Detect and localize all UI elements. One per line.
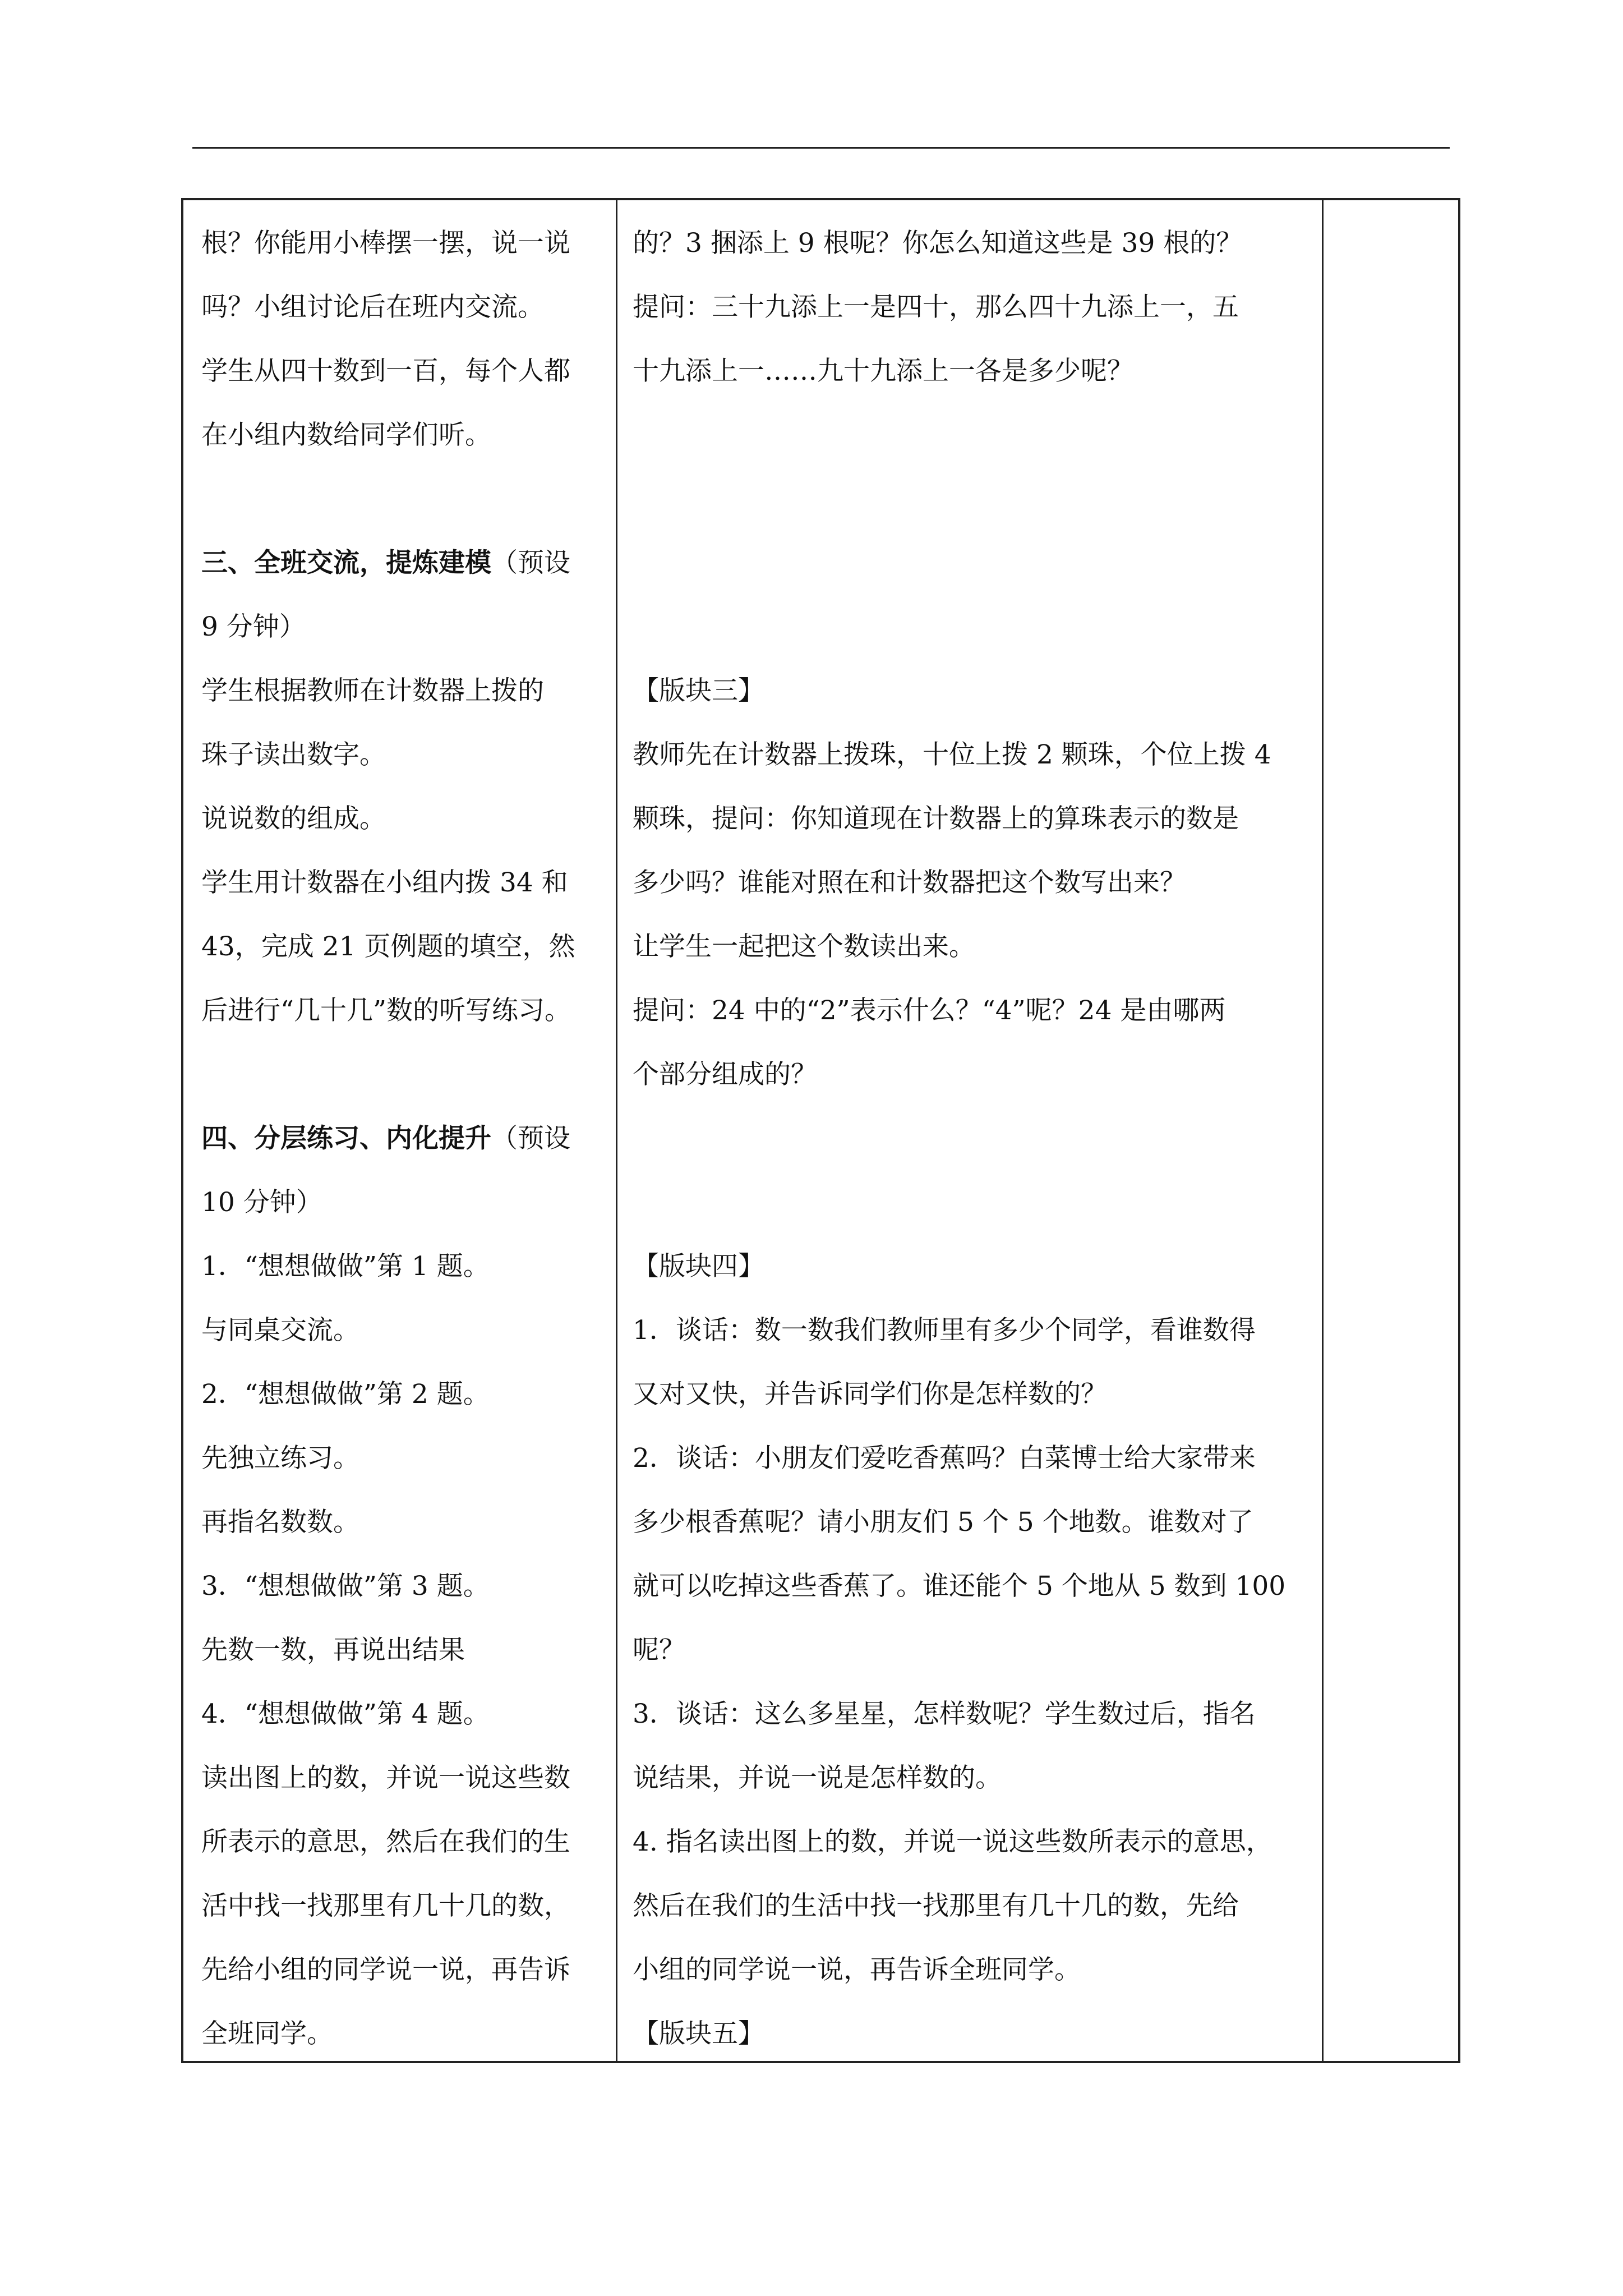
student-activity-column — [201, 211, 608, 2066]
blank-line — [633, 531, 1317, 595]
text-line: 4．“想想做做”第 4 题。 — [201, 1699, 490, 1729]
text-line: 3．“想想做做”第 3 题。 — [201, 1571, 490, 1602]
lesson-table — [181, 198, 1460, 2063]
text-line: 根？你能用小棒摆一摆，说一说 — [201, 228, 570, 259]
text-line: 3．谈话：这么多星星，怎样数呢？学生数过后，指名 — [633, 1699, 1256, 1729]
text-line: 1．“想想做做”第 1 题。 — [201, 1251, 490, 1282]
text-line: 十九添上一……九十九添上一各是多少呢？ — [633, 356, 1133, 386]
section-heading — [201, 531, 608, 595]
text-line: 珠子读出数字。 — [201, 739, 386, 770]
text-line: 小组的同学说一说，再告诉全班同学。 — [633, 1954, 1081, 1985]
blank-line — [633, 595, 1317, 659]
text-line: 读出图上的数，并说一说这些数 — [201, 1763, 570, 1793]
text-line: 让学生一起把这个数读出来。 — [633, 931, 975, 962]
text-line: 【版块四】 — [633, 1251, 764, 1282]
section-heading-title: 四、分层练习、内化提升 — [201, 1123, 491, 1154]
text-line: 学生用计数器在小组内拨 34 和 — [201, 867, 568, 898]
text-line: 个部分组成的？ — [633, 1059, 817, 1090]
text-line: 就可以吃掉这些香蕉了。谁还能个 5 个地从 5 数到 100 — [633, 1571, 1286, 1602]
text-line: 再指名数数。 — [201, 1507, 359, 1538]
text-line: 学生从四十数到一百，每个人都 — [201, 356, 570, 386]
text-line: 9 分钟） — [201, 611, 306, 642]
text-line: 颗珠，提问：你知道现在计数器上的算珠表示的数是 — [633, 803, 1239, 834]
teacher-activity-column — [633, 211, 1317, 2066]
text-line: 先给小组的同学说一说，再告诉 — [201, 1954, 570, 1985]
header-rule — [192, 147, 1450, 149]
text-line: 后进行“几十几”数的听写练习。 — [201, 995, 571, 1026]
text-line: 先独立练习。 — [201, 1443, 359, 1474]
text-line: 提问：24 中的“2”表示什么？“4”呢？24 是由哪两 — [633, 995, 1226, 1026]
text-line: 呢？ — [633, 1635, 685, 1665]
section-heading-time: （预设 — [491, 1123, 570, 1154]
text-line: 2．“想想做做”第 2 题。 — [201, 1379, 490, 1410]
text-line: 与同桌交流。 — [201, 1315, 359, 1346]
text-line: 吗？小组讨论后在班内交流。 — [201, 292, 544, 323]
text-line: 提问：三十九添上一是四十，那么四十九添上一，五 — [633, 292, 1239, 323]
blank-line — [633, 403, 1317, 467]
text-line: 1．谈话：数一数我们教师里有多少个同学，看谁数得 — [633, 1315, 1256, 1346]
text-line: 说结果，并说一说是怎样数的。 — [633, 1763, 1002, 1793]
text-line: 在小组内数给同学们听。 — [201, 420, 491, 450]
column-divider-1 — [616, 200, 617, 2061]
text-line: 【版块三】 — [633, 675, 764, 706]
section-heading-time: （预设 — [491, 547, 570, 578]
text-line: 多少根香蕉呢？请小朋友们 5 个 5 个地数。谁数对了 — [633, 1507, 1253, 1538]
blank-line — [201, 1043, 608, 1107]
text-line: 2．谈话：小朋友们爱吃香蕉吗？白菜博士给大家带来 — [633, 1443, 1256, 1474]
blank-line — [201, 467, 608, 531]
column-divider-2 — [1322, 200, 1324, 2061]
text-line: 【版块五】 — [633, 2018, 764, 2049]
text-line: 的？3 捆添上 9 根呢？你怎么知道这些是 39 根的？ — [633, 228, 1243, 259]
text-line: 4. 指名读出图上的数，并说一说这些数所表示的意思， — [633, 1826, 1272, 1857]
text-line: 又对又快，并告诉同学们你是怎样数的？ — [633, 1379, 1107, 1410]
text-line: 然后在我们的生活中找一找那里有几十几的数，先给 — [633, 1890, 1239, 1921]
text-line: 教师先在计数器上拨珠，十位上拨 2 颗珠，个位上拨 4 — [633, 739, 1271, 770]
blank-line — [633, 467, 1317, 531]
text-line: 43，完成 21 页例题的填空，然 — [201, 931, 575, 962]
blank-line — [633, 1171, 1317, 1235]
text-line: 活中找一找那里有几十几的数， — [201, 1890, 570, 1921]
section-heading — [201, 1107, 608, 1171]
text-line: 先数一数，再说出结果 — [201, 1635, 465, 1665]
text-line: 多少吗？谁能对照在和计数器把这个数写出来？ — [633, 867, 1186, 898]
section-heading-title: 三、全班交流，提炼建模 — [201, 547, 491, 578]
text-line: 10 分钟） — [201, 1187, 322, 1218]
text-line: 学生根据教师在计数器上拨的 — [201, 675, 544, 706]
blank-line — [633, 1107, 1317, 1171]
text-line: 说说数的组成。 — [201, 803, 386, 834]
text-line: 全班同学。 — [201, 2018, 333, 2049]
text-line: 所表示的意思，然后在我们的生 — [201, 1826, 570, 1857]
